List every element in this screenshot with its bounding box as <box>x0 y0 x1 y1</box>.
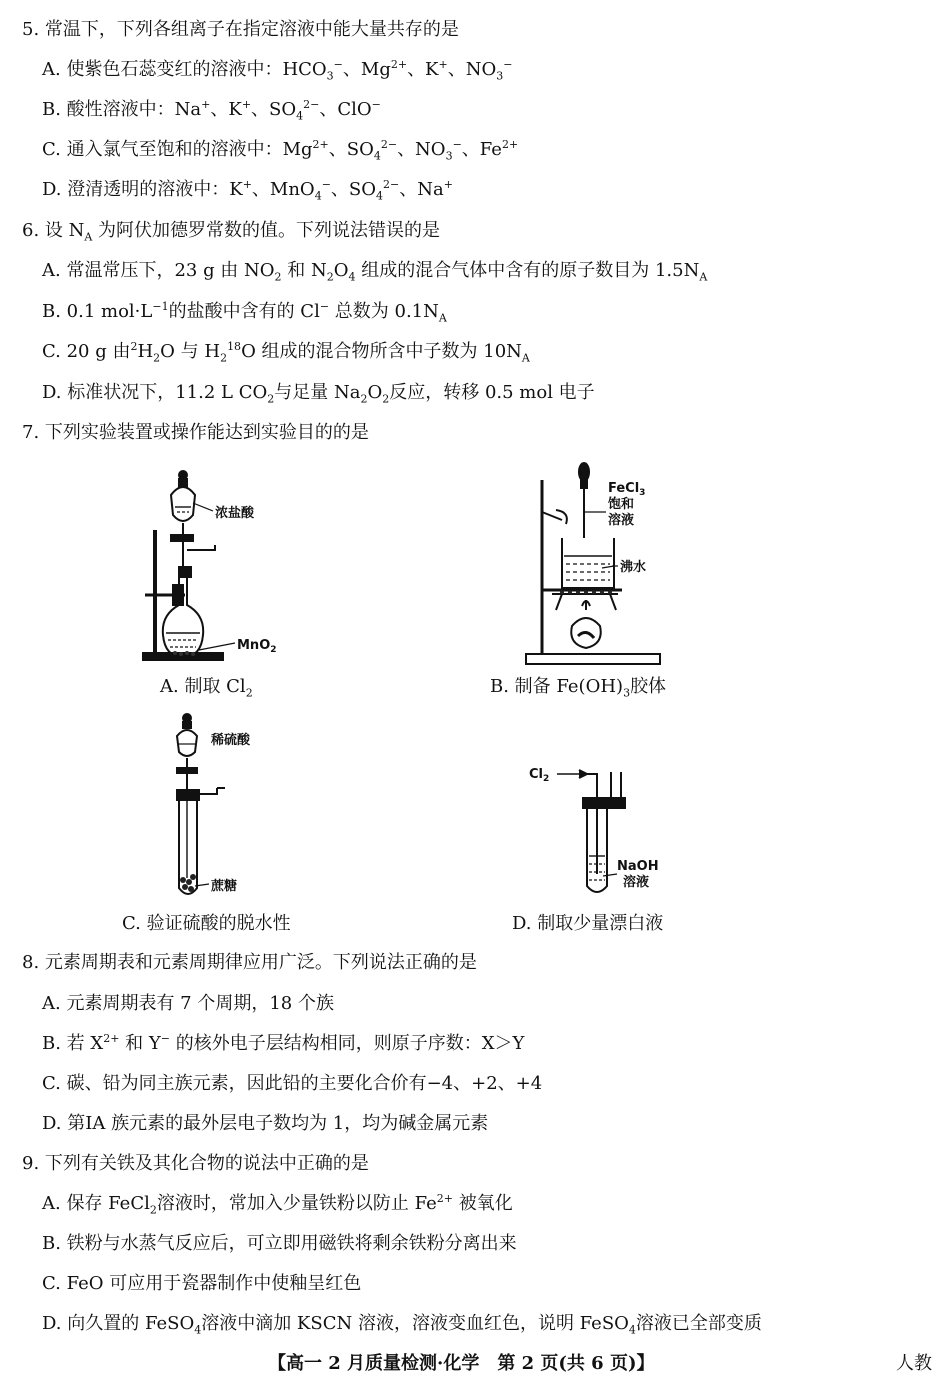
figure-b-label-fecl3: FeCl$_3$ <box>608 481 646 498</box>
q6-option-c: C. 20 g 由$^2H_2O$ 与 $H_2^{18}O$ 组成的混合物所含中子数为 $10N_A$ <box>42 340 530 365</box>
footer-edition: 人教 <box>896 1353 932 1374</box>
q5-option-d: D. 澄清透明的溶液中：K+、MnO$_4$−、$SO_4^{2-}$、Na+ <box>42 178 453 203</box>
q6-stem: 6. 设 $N_A$ 为阿伏加德罗常数的值。下列说法错误的是 <box>22 220 441 244</box>
q5-option-c: C. 通入氯气至饱和的溶液中：$Mg^{2+}$、$SO_4^{2-}$、$NO_3^-$、$Fe^{2+}$ <box>42 138 519 163</box>
q9-option-d: D. 向久置的 FeSO$_4$溶液中滴加 KSCN 溶液，溶液变血红色，说明 FeSO$_4$溶液已全部变质 <box>42 1313 762 1337</box>
figure-c-dehydration-apparatus <box>165 712 285 902</box>
q6-option-d: D. 标准状况下，11.2 L $CO_2$与足量 $Na_2O_2$反应，转移 0.5 mol 电子 <box>42 382 595 406</box>
q9-option-c: C. FeO 可应用于瓷器制作中使釉呈红色 <box>42 1273 362 1294</box>
q6-option-b: B. 0.1 $mol\cdot L^{-1}$的盐酸中含有的 Cl− 总数为 $0.1N_A$ <box>42 300 447 325</box>
q9-option-b: B. 铁粉与水蒸气反应后，可立即用磁铁将剩余铁粉分离出来 <box>42 1233 517 1254</box>
figure-d-bleach-apparatus <box>525 762 675 902</box>
figure-a-label-acid: 浓盐酸 <box>215 506 255 521</box>
figure-d-label-solution: 溶液 <box>623 875 650 890</box>
figure-a-cl2-apparatus <box>135 465 295 665</box>
figure-d-label-cl2: $Cl_2$ <box>529 767 550 784</box>
figure-b-label-solution: 溶液 <box>608 513 635 528</box>
figure-d-drawing <box>525 762 675 902</box>
figure-c-label-sugar: 蔗糖 <box>211 879 238 894</box>
q5-option-b: B. 酸性溶液中：Na+、K+、$SO_4^{2-}$、ClO− <box>42 98 381 123</box>
figure-b-label-boiling-water: 沸水 <box>620 560 647 575</box>
q8-option-b: B. 若 $X^{2+}$ 和 Y− 的核外电子层结构相同，则原子序数：X＞Y <box>42 1032 525 1054</box>
q8-stem: 8. 元素周期表和元素周期律应用广泛。下列说法正确的是 <box>22 952 477 973</box>
q8-option-c: C. 碳、铅为同主族元素，因此铅的主要化合价有−4、+2、+4 <box>42 1073 543 1094</box>
q5-option-a: A. 使紫色石蕊变红的溶液中：$HCO_3^-$、$Mg^{2+}$、K+、$NO_3^-$ <box>42 58 513 83</box>
q9-option-a: A. 保存 FeCl$_2$溶液时，常加入少量铁粉以防止 $Fe^{2+}$ 被氧化 <box>42 1192 513 1217</box>
figure-b-colloid-apparatus <box>522 460 682 670</box>
q8-option-d: D. 第ⅠA 族元素的最外层电子数均为 1，均为碱金属元素 <box>42 1113 489 1134</box>
figure-d-label-naoh: NaOH <box>617 859 659 874</box>
q8-option-a: A. 元素周期表有 7 个周期，18 个族 <box>42 993 334 1014</box>
figure-a-caption: A. 制取 $Cl_2$ <box>160 676 253 700</box>
figure-b-drawing <box>522 460 682 670</box>
figure-c-label-acid: 稀硫酸 <box>211 733 251 748</box>
figure-c-caption: C. 验证硫酸的脱水性 <box>122 913 291 934</box>
figure-a-drawing <box>135 465 295 665</box>
figure-d-caption: D. 制取少量漂白液 <box>512 913 664 934</box>
q7-stem: 7. 下列实验装置或操作能达到实验目的的是 <box>22 422 369 443</box>
q9-stem: 9. 下列有关铁及其化合物的说法中正确的是 <box>22 1153 369 1174</box>
footer-page-info: 【高一 2 月质量检测·化学 第 2 页(共 6 页)】 <box>268 1353 655 1374</box>
figure-c-drawing <box>165 712 285 902</box>
figure-b-label-saturated: 饱和 <box>608 497 635 512</box>
figure-b-caption: B. 制备 $Fe(OH)_3$胶体 <box>490 676 667 700</box>
q6-option-a: A. 常温常压下，23 g 由 $NO_2$ 和 $N_2O_4$ 组成的混合气体中含有的原子数目为 $1.5N_A$ <box>42 260 708 284</box>
figure-a-label-mno2: MnO$_2$ <box>237 638 277 655</box>
q5-stem: 5. 常温下，下列各组离子在指定溶液中能大量共存的是 <box>22 19 459 40</box>
